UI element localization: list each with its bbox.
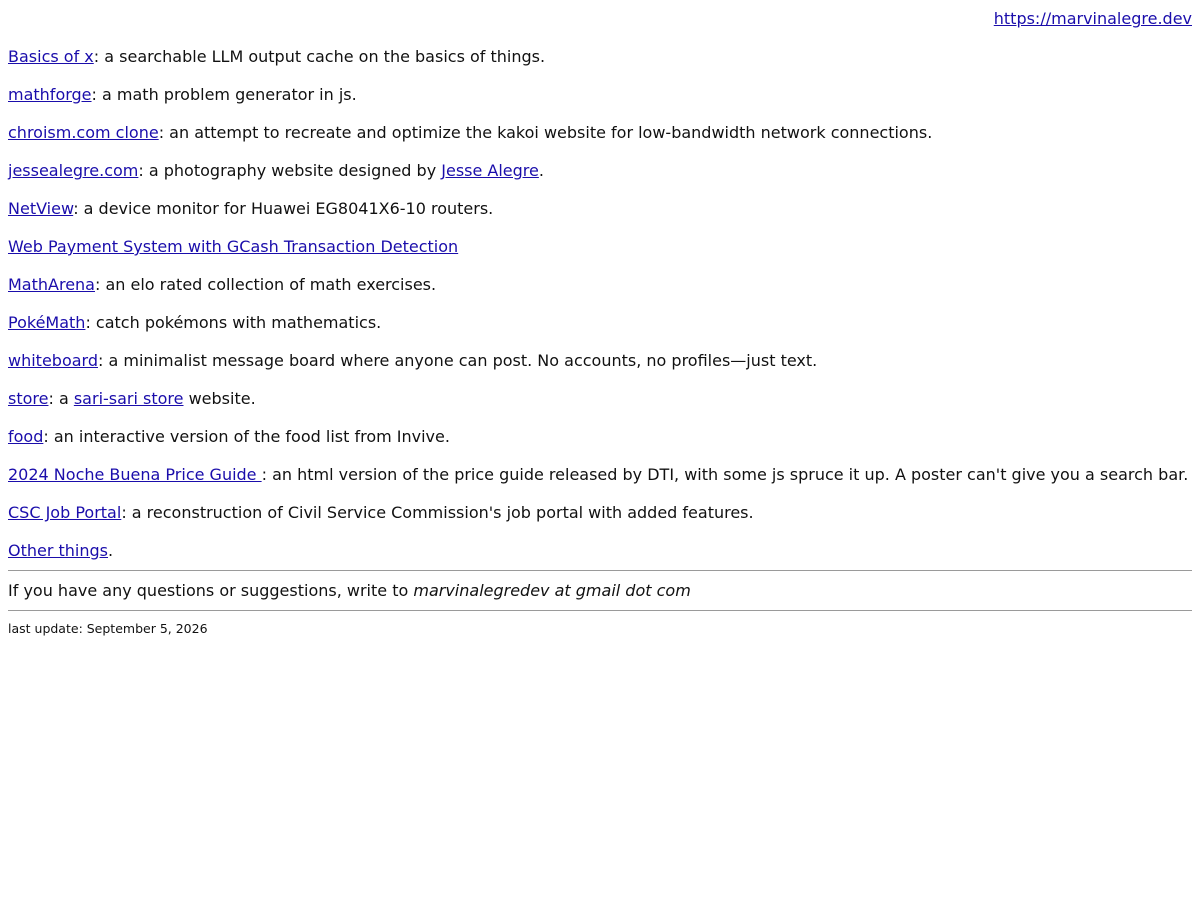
project-item-chroism-clone [8, 122, 1192, 144]
project-link-chroism-clone[interactable]: chroism.com clone [8, 123, 159, 142]
project-list [8, 46, 1192, 562]
project-desc: : an elo rated collection of math exercises. [94, 275, 437, 294]
project-desc: : a math problem generator in js. [91, 85, 357, 104]
project-item-web-payment-system [8, 236, 1192, 258]
contact-line [8, 580, 1192, 602]
project-desc: : catch pokémons with mathematics. [85, 313, 382, 332]
last-update: last update: September 5, 2026 [8, 621, 208, 636]
project-desc: : a [48, 389, 74, 408]
header [8, 8, 1192, 30]
project-link-matharena[interactable]: MathArena [8, 275, 95, 294]
project-item-matharena [8, 274, 1192, 296]
project-item-noche-buena [8, 464, 1192, 486]
project-link-pokemath[interactable]: PokéMath [8, 313, 86, 332]
project-desc: : an html version of the price guide released by DTI, with some js spruce it up. A poster can't give you a search bar. [261, 465, 1189, 484]
divider-top [8, 570, 1192, 571]
project-item-jessealegre [8, 160, 1192, 182]
project-desc: : a photography website designed by [138, 161, 442, 180]
project-link-mathforge[interactable]: mathforge [8, 85, 92, 104]
designer-link-jesse-alegre[interactable]: Jesse Alegre [441, 161, 539, 180]
project-link-other-things[interactable]: Other things [8, 541, 109, 560]
project-link-web-payment-system[interactable]: Web Payment System with GCash Transaction Detection [8, 237, 459, 256]
project-link-food[interactable]: food [8, 427, 44, 446]
project-desc-end: . [538, 161, 544, 180]
project-item-store [8, 388, 1192, 410]
project-desc: : an interactive version of the food list from Invive. [43, 427, 450, 446]
project-link-noche-buena[interactable]: 2024 Noche Buena Price Guide [8, 465, 262, 484]
divider-bottom [8, 610, 1192, 611]
project-link-netview[interactable]: NetView [8, 199, 74, 218]
project-link-basics-of-x[interactable]: Basics of x [8, 47, 94, 66]
project-item-mathforge [8, 84, 1192, 106]
project-item-basics-of-x [8, 46, 1192, 68]
project-desc-end: website. [183, 389, 256, 408]
project-item-csc-job-portal [8, 502, 1192, 524]
project-item-food [8, 426, 1192, 448]
project-item-other-things [8, 540, 1192, 562]
project-desc: : an attempt to recreate and optimize the kakoi website for low-bandwidth network connections. [158, 123, 933, 142]
project-link-store[interactable]: store [8, 389, 49, 408]
sari-sari-store-link[interactable]: sari-sari store [73, 389, 184, 408]
project-item-pokemath [8, 312, 1192, 334]
project-item-whiteboard [8, 350, 1192, 372]
project-desc: : a searchable LLM output cache on the basics of things. [93, 47, 546, 66]
project-link-whiteboard[interactable]: whiteboard [8, 351, 98, 370]
contact-email: marvinalegredev at gmail dot com [413, 581, 691, 600]
project-desc: . [108, 541, 114, 560]
contact-prefix: If you have any questions or suggestions, write to [8, 581, 414, 600]
project-desc: : a minimalist message board where anyone can post. No accounts, no profiles—just text. [98, 351, 818, 370]
project-link-jessealegre[interactable]: jessealegre.com [8, 161, 139, 180]
project-link-csc-job-portal[interactable]: CSC Job Portal [8, 503, 122, 522]
project-desc: : a reconstruction of Civil Service Commission's job portal with added features. [121, 503, 754, 522]
project-desc: : a device monitor for Huawei EG8041X6-10 routers. [73, 199, 494, 218]
project-item-netview [8, 198, 1192, 220]
site-home-link[interactable]: https://marvinalegre.dev [993, 9, 1192, 28]
